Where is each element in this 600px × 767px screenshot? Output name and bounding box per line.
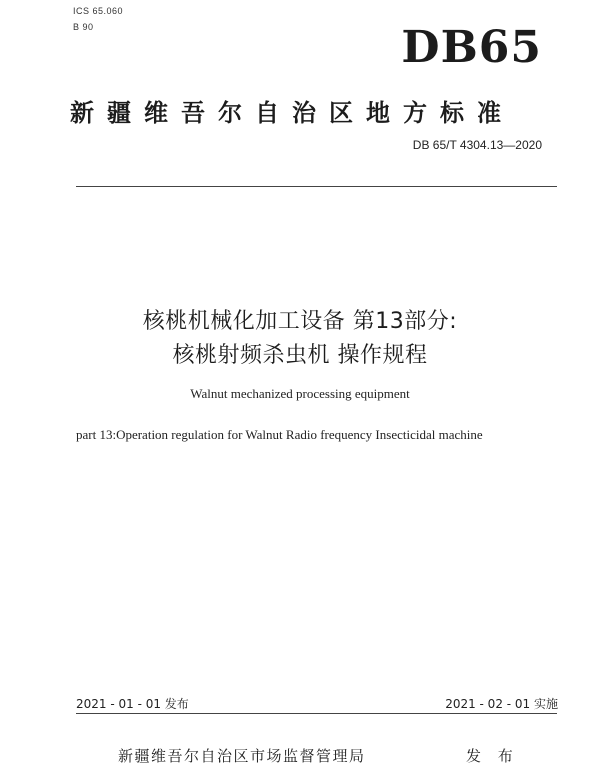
implement-date: 2021 - 02 - 01 实施 [445,697,558,711]
title-cn-line2: 核桃射频杀虫机 操作规程 [172,343,428,368]
standard-logo: DB65 [401,22,542,73]
issuing-authority: 新疆维吾尔自治区市场监督管理局 [118,747,366,765]
header-divider [76,186,557,187]
ccs-code: B 90 [73,22,94,32]
issue-label: 发 布 [466,747,519,765]
footer-divider [76,713,557,714]
publish-date: 2021 - 01 - 01 发布 [76,697,189,711]
standard-number: DB 65/T 4304.13—2020 [412,138,542,152]
standard-type: 新疆维吾尔自治区地方标准 [70,99,514,127]
ics-code: ICS 65.060 [73,6,124,16]
title-en-line2: part 13:Operation regulation for Walnut Radio frequency Insecticidal machine [76,427,483,442]
title-cn-line1: 核桃机械化加工设备 第13部分: [142,309,458,334]
title-en-line1: Walnut mechanized processing equipment [190,386,410,401]
